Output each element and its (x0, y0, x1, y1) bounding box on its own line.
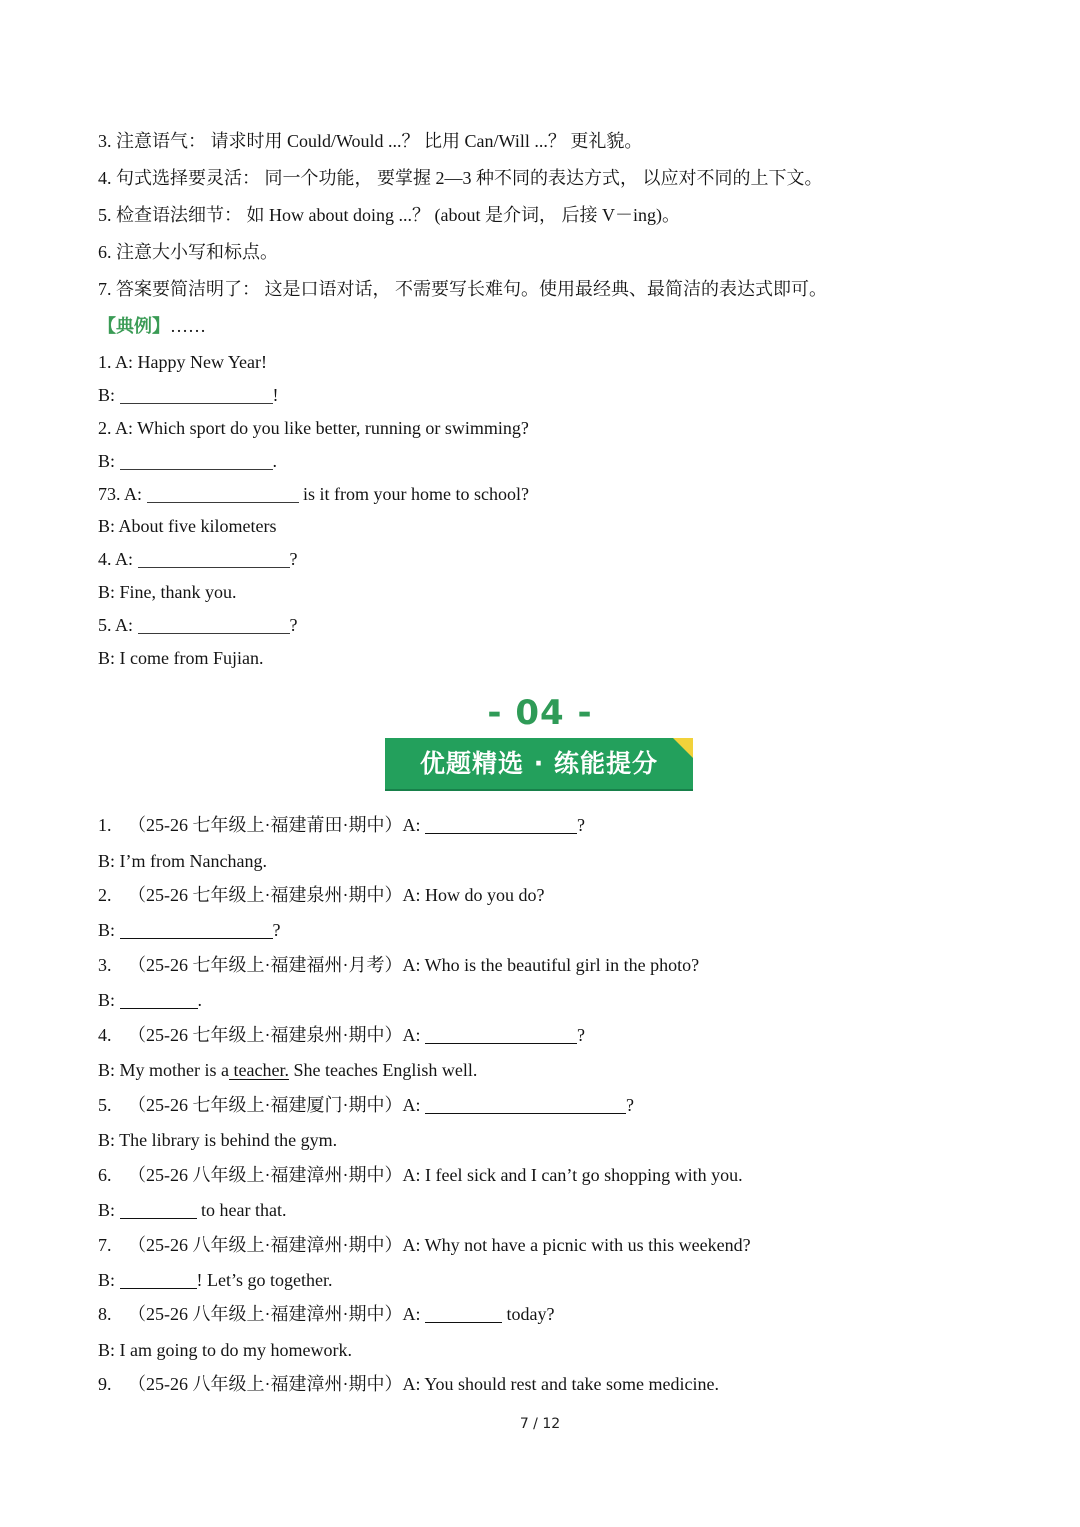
question-number: 2. (98, 885, 112, 905)
question-number: 8. (98, 1304, 112, 1324)
question-a-text: A: Who is the beautiful girl in the photo? (402, 955, 700, 975)
question-b-text: B: My mother is a (98, 1060, 229, 1080)
question-source: （25-26 八年级上·福建漳州·期中） (128, 1235, 403, 1255)
question-b-text: B: I am going to do my homework. (98, 1340, 352, 1360)
example-label: 【典例】 (98, 316, 170, 336)
example-line (98, 547, 298, 571)
answer-blank (120, 1202, 197, 1219)
question-number: 9. (98, 1374, 112, 1394)
example-text: 2. A: Which sport do you like better, running or swimming? (98, 418, 529, 438)
example-text: 73. A: (98, 484, 147, 504)
example-text: 1. A: Happy New Year! (98, 352, 267, 372)
example-text: 4. A: (98, 549, 138, 569)
example-line (98, 646, 263, 670)
tip-text: 7. 答案要简洁明了： 这是口语对话， 不需要写长难句。使用最经典、最简洁的表达式即可。 (98, 279, 827, 299)
answer-blank (120, 387, 273, 404)
question-b-text: B: I’m from Nanchang. (98, 851, 267, 871)
example-text: B: (98, 385, 120, 405)
example-text: B: I come from Fujian. (98, 648, 264, 668)
question-a-text: A: (402, 1304, 425, 1324)
example-text-after: ! (272, 385, 279, 405)
question-a-text: A: (402, 1025, 425, 1045)
question-line (98, 953, 699, 977)
answer-line (98, 918, 281, 942)
section-banner-title: 优题精选 · 练能提分 (420, 749, 658, 778)
answer-blank (120, 922, 273, 939)
question-source: （25-26 七年级上·福建厦门·期中） (128, 1095, 403, 1115)
question-number: 5. (98, 1095, 112, 1115)
tip-line (98, 129, 642, 153)
question-number: 1. (98, 815, 112, 835)
example-text-after: . (272, 451, 278, 471)
tip-text: 4. 句式选择要灵活： 同一个功能， 要掌握 2—3 种不同的表达方式， 以应对不同的上下文。 (98, 168, 823, 188)
answer-blank (120, 992, 198, 1009)
example-text-after: is it from your home to school? (298, 484, 529, 504)
answer-blank (138, 617, 290, 634)
example-text: B: About five kilometers (98, 516, 277, 536)
tip-line (98, 240, 278, 264)
answer-blank (120, 1272, 197, 1289)
example-text-after: ? (289, 615, 298, 635)
question-b-after: She teaches English well. (288, 1060, 478, 1080)
example-line (98, 350, 267, 374)
answer-line (98, 1198, 286, 1222)
question-source: （25-26 八年级上·福建漳州·期中） (128, 1165, 403, 1185)
tip-line (98, 277, 827, 301)
tip-text: 3. 注意语气： 请求时用 Could/Would ...？ 比用 Can/Will ...？ 更礼貌。 (98, 131, 643, 151)
question-source: （25-26 八年级上·福建漳州·期中） (128, 1304, 403, 1324)
answer-blank (138, 551, 290, 568)
question-line (98, 1163, 743, 1187)
question-a-after: ? (576, 815, 585, 835)
question-source: （25-26 七年级上·福建泉州·期中） (128, 885, 403, 905)
question-line (98, 1233, 751, 1257)
example-heading (98, 314, 206, 338)
question-line (98, 1023, 585, 1047)
example-text: 5. A: (98, 615, 138, 635)
tip-text: 6. 注意大小写和标点。 (98, 242, 278, 262)
example-line (98, 482, 529, 506)
answer-line (98, 988, 202, 1012)
question-line (98, 1372, 719, 1396)
question-a-text: A: I feel sick and I can’t go shopping with you. (402, 1165, 743, 1185)
tip-text: 5. 检查语法细节： 如 How about doing ...？ (about 是介词， 后接 V－ing)。 (98, 205, 680, 225)
question-a-after: ? (576, 1025, 585, 1045)
tip-line (98, 203, 680, 227)
page-number: 7 / 12 (519, 1416, 561, 1432)
question-b-after: to hear that. (196, 1200, 287, 1220)
question-b-text: B: (98, 920, 120, 940)
example-ellipsis: …… (170, 316, 206, 336)
question-line (98, 1093, 634, 1117)
question-source: （25-26 七年级上·福建莆田·期中） (128, 815, 403, 835)
section-number: - 04 - (487, 693, 593, 733)
question-b-after: ? (272, 920, 281, 940)
question-source: （25-26 八年级上·福建漳州·期中） (128, 1374, 403, 1394)
answer-blank (425, 817, 577, 834)
question-number: 7. (98, 1235, 112, 1255)
question-source: （25-26 七年级上·福建泉州·期中） (128, 1025, 403, 1045)
underlined-word: teacher. (229, 1060, 289, 1080)
answer-blank (425, 1306, 502, 1323)
question-b-after: . (197, 990, 203, 1010)
answer-blank (147, 486, 299, 503)
answer-line (98, 1268, 332, 1292)
question-line (98, 813, 585, 837)
question-line (98, 1302, 554, 1326)
question-a-text: A: (402, 815, 425, 835)
example-line (98, 514, 276, 538)
question-source: （25-26 七年级上·福建福州·月考） (128, 955, 403, 975)
question-a-text: A: Why not have a picnic with us this weekend? (402, 1235, 751, 1255)
question-b-text: B: (98, 1270, 120, 1290)
question-a-text: A: How do you do? (402, 885, 545, 905)
question-a-after: today? (501, 1304, 555, 1324)
answer-line (98, 1338, 352, 1362)
question-a-text: A: You should rest and take some medicine. (402, 1374, 719, 1394)
question-line (98, 883, 544, 907)
example-text: B: (98, 451, 120, 471)
answer-line (98, 1058, 477, 1082)
answer-line (98, 849, 267, 873)
tip-line (98, 166, 823, 190)
question-number: 3. (98, 955, 112, 975)
question-number: 4. (98, 1025, 112, 1045)
example-text: B: Fine, thank you. (98, 582, 237, 602)
example-line (98, 449, 277, 473)
question-b-after: ! Let’s go together. (196, 1270, 333, 1290)
example-line (98, 613, 298, 637)
answer-blank (425, 1097, 626, 1114)
question-number: 6. (98, 1165, 112, 1185)
question-a-after: ? (625, 1095, 634, 1115)
example-line (98, 383, 279, 407)
example-line (98, 580, 237, 604)
question-b-text: B: The library is behind the gym. (98, 1130, 338, 1150)
question-b-text: B: (98, 990, 120, 1010)
answer-line (98, 1128, 337, 1152)
example-line (98, 416, 529, 440)
section-banner (385, 738, 693, 789)
question-a-text: A: (402, 1095, 425, 1115)
answer-blank (425, 1027, 577, 1044)
answer-blank (120, 453, 273, 470)
question-b-text: B: (98, 1200, 120, 1220)
example-text-after: ? (289, 549, 298, 569)
